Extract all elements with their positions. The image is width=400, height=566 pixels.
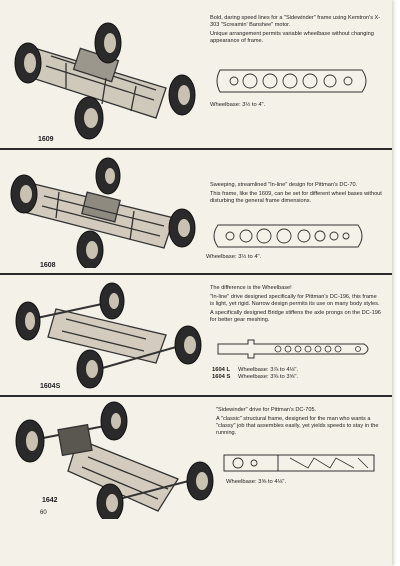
wheelbase-row	[226, 479, 286, 486]
wheelbase-row	[206, 254, 261, 261]
product-1608	[0, 150, 392, 273]
product-1642	[0, 397, 392, 522]
wheelbase-spec	[210, 102, 265, 109]
wheelbase-text: Wheelbase: 3½ to 4".	[206, 254, 262, 260]
description-paragraph: This frame, like the 1609, can be set for different wheel bases without disturbing the general frame dimensions.	[210, 191, 382, 204]
description-paragraph: A "classic" structural frame, designed for the man who wants a "classy" job that assembles easily, yet yields speeds to stay in the running.	[216, 416, 379, 436]
chassis-photo	[6, 279, 206, 391]
description-paragraph: "Sidewinder" drive for Pittman's DC-705.	[216, 407, 317, 413]
wheelbase-row	[210, 102, 265, 109]
wheelbase-text: Wheelbase: 3⅝ to 4⅛".	[226, 479, 287, 485]
part-number: 1642	[42, 497, 58, 504]
variant-label: 1604 L	[212, 367, 231, 373]
description-paragraph: Bold, daring speed lines for a "Sidewinder" frame using Kemtron's X-303 "Screamin' Banshee" motor.	[210, 15, 381, 28]
wheelbase-text: Wheelbase: 3⅜ to 3⅝".	[238, 374, 299, 380]
frame-plate-outline	[212, 66, 372, 96]
frame-plate-outline	[214, 338, 374, 360]
wheelbase-spec	[226, 479, 286, 486]
wheelbase-row	[212, 374, 298, 381]
chassis-photo	[6, 18, 206, 143]
wheelbase-text: Wheelbase: 3½ to 4".	[210, 102, 266, 108]
product-description	[210, 285, 382, 326]
product-1604s	[0, 275, 392, 395]
part-number: 1609	[38, 136, 54, 143]
part-number: 1604S	[40, 383, 61, 390]
wheelbase-spec	[212, 367, 298, 381]
product-1609	[0, 0, 392, 148]
page-number: 60	[40, 510, 47, 516]
product-description	[216, 407, 384, 439]
chassis-photo	[8, 399, 218, 519]
variant-label: 1604 S	[212, 374, 231, 380]
description-paragraph: Sweeping, streamlined "In-line" design for Pittman's DC-70.	[210, 182, 358, 188]
wheelbase-text: Wheelbase: 3⅞ to 4⅛".	[238, 367, 299, 373]
description-paragraph: The difference is the Wheelbase!	[210, 285, 292, 291]
product-description	[210, 15, 382, 47]
wheelbase-spec	[206, 254, 261, 261]
product-description	[210, 182, 382, 207]
description-paragraph: A specifically designed Bridge stiffens the axle prongs on the DC-196 for better gear meshing.	[210, 310, 381, 323]
description-paragraph: "In-line" drive designed specifically for Pittman's DC-196, this frame is light, yet rigid. Narrow design permits its use on many body styles.	[210, 294, 380, 307]
chassis-photo	[4, 156, 204, 268]
description-paragraph: Unique arrangement permits variable wheelbase without changing appearance of frame.	[210, 31, 374, 44]
frame-plate-outline	[218, 451, 380, 475]
wheelbase-row	[212, 367, 298, 374]
frame-plate-outline	[208, 222, 368, 250]
part-number: 1608	[40, 262, 56, 269]
